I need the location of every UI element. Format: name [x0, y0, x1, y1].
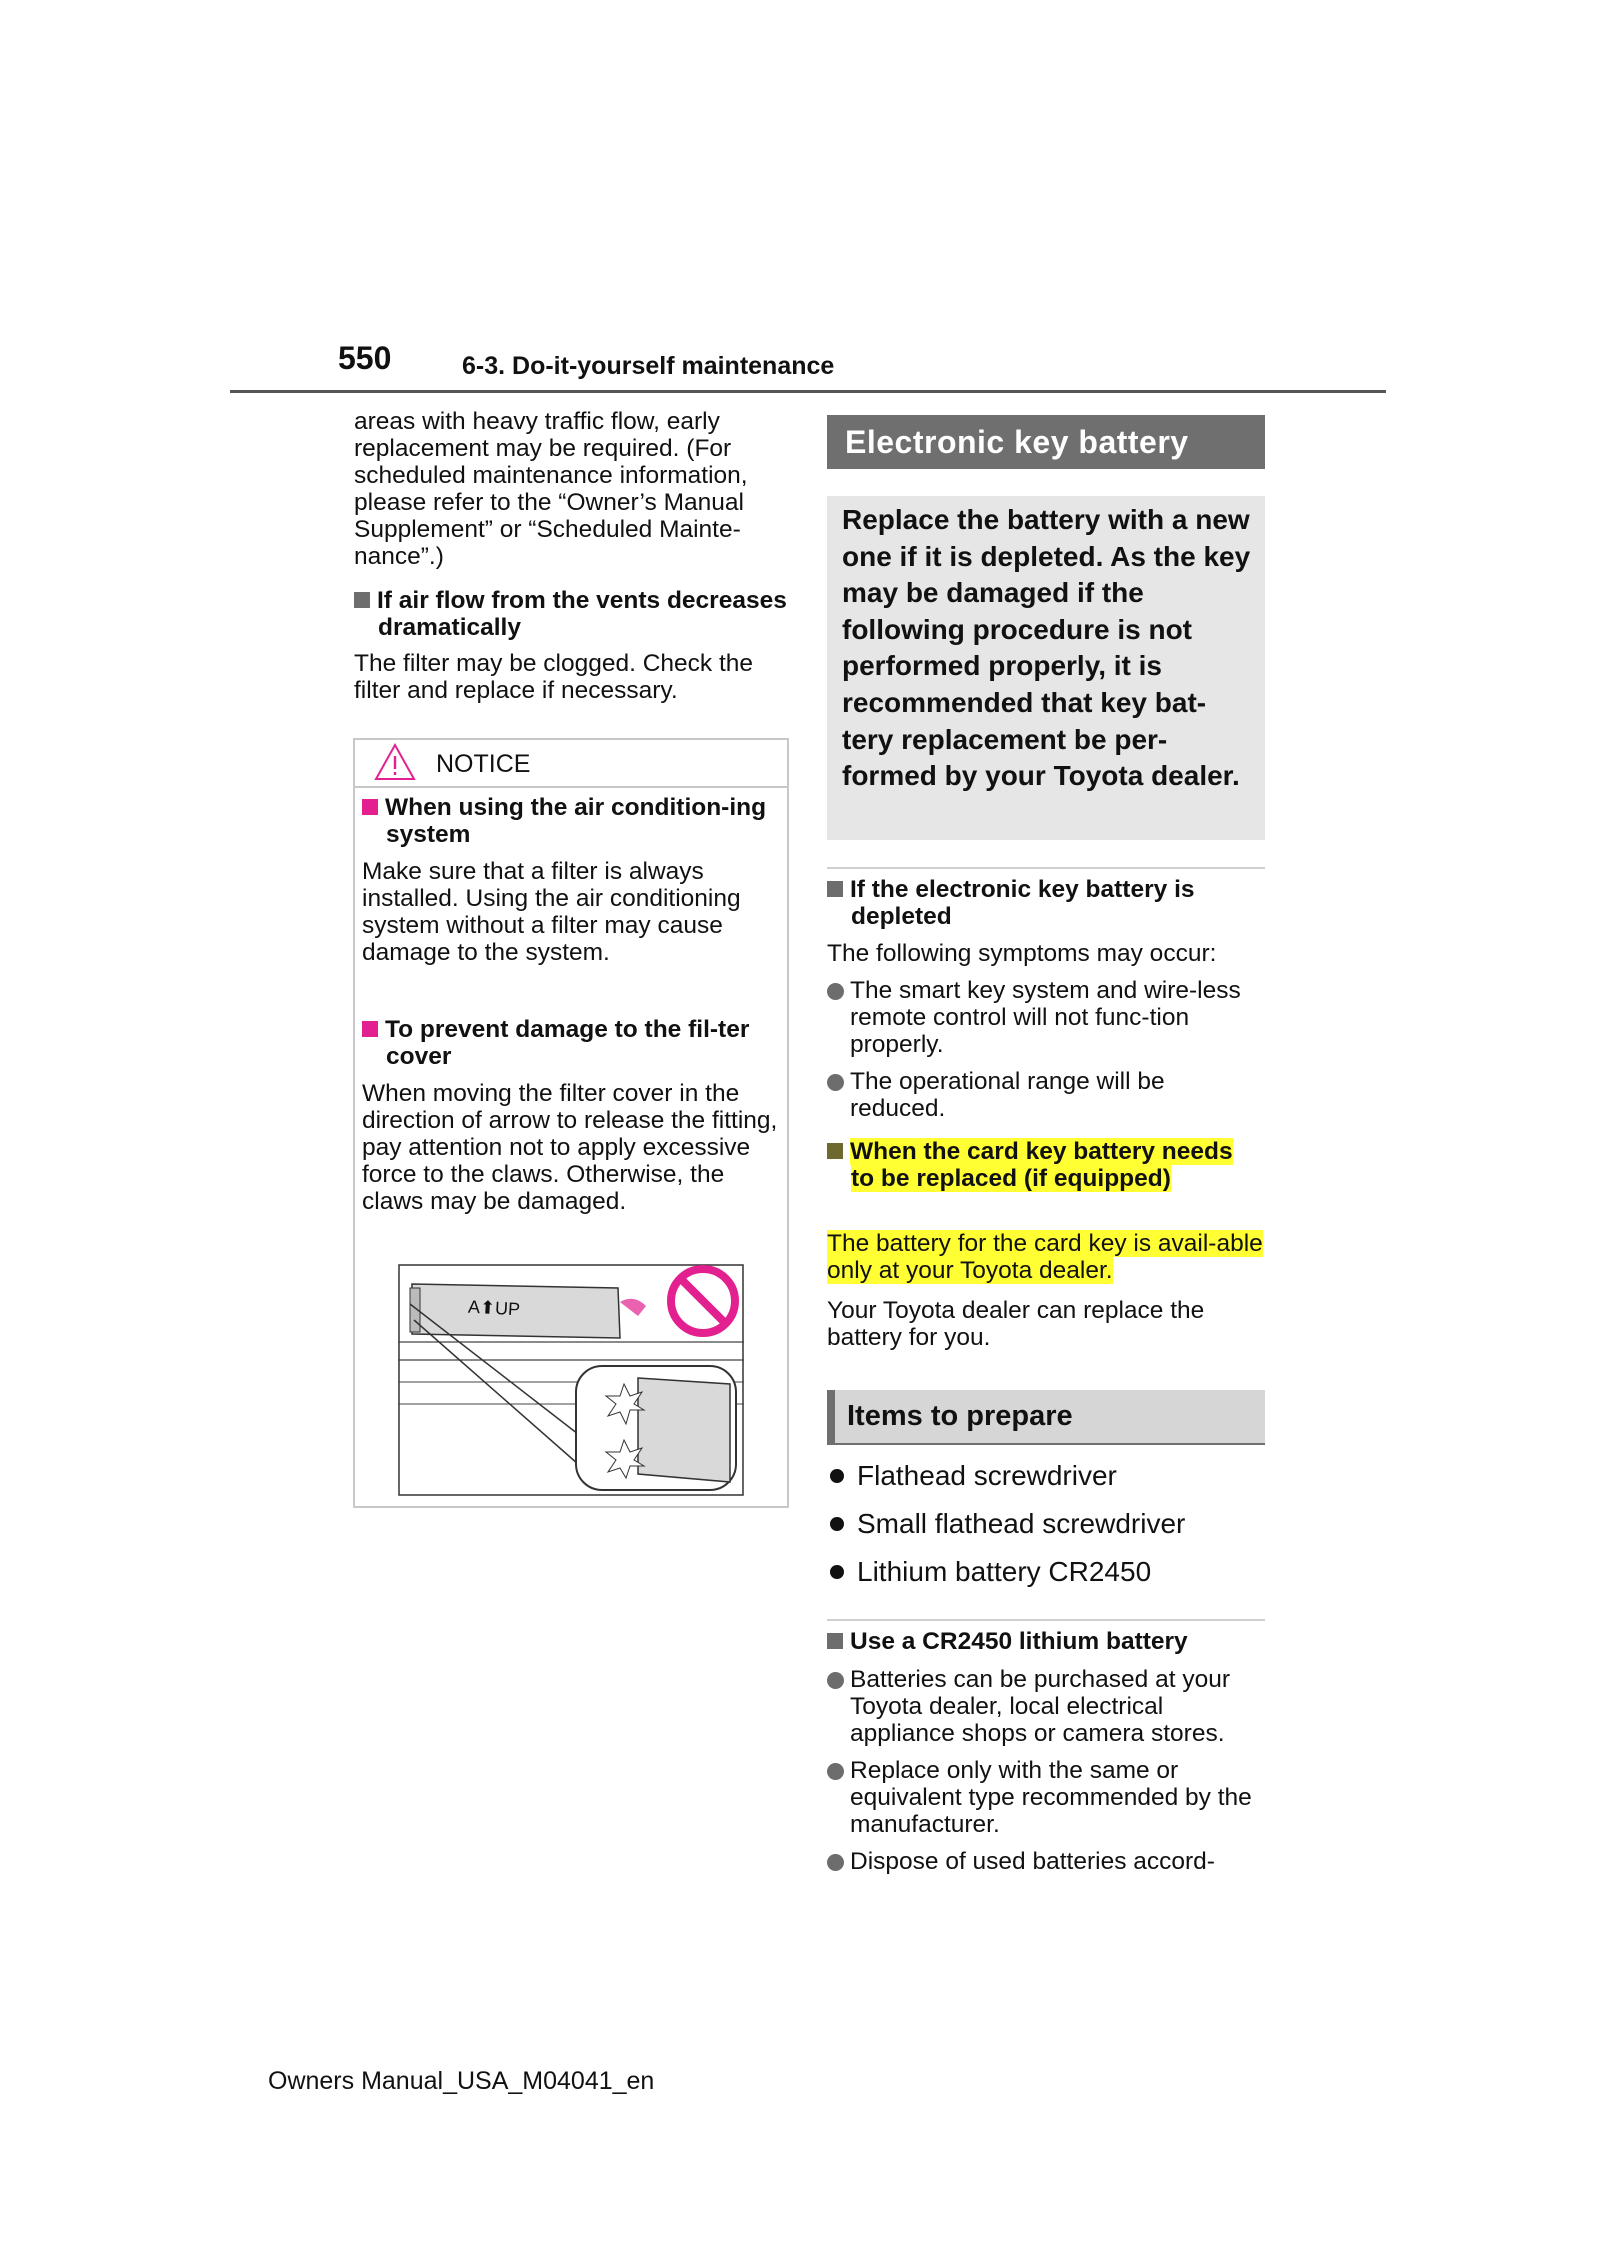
notice-paragraph-cover: When moving the filter cover in the direction of arrow to release the fitting, pay attention not to apply excessive force to the claws. Otherwise, the claws may be damaged. [362, 1080, 778, 1215]
magenta-square-icon [362, 1021, 378, 1037]
list-item [827, 1548, 1265, 1596]
depleted-text: The following symptoms may occur: [827, 940, 1217, 967]
list-item-text: Lithium battery CR2450 [857, 1556, 1152, 1587]
electronic-key-battery-bar [827, 415, 1265, 469]
square-bullet-icon [354, 592, 370, 608]
square-bullet-icon [827, 1633, 843, 1649]
notice-divider [355, 786, 787, 788]
notice-paragraph-ac: Make sure that a filter is always installed. Using the air conditioning system without a filter may cause damage to the system. [362, 858, 741, 966]
notice-label: NOTICE [436, 750, 531, 778]
airflow-heading [354, 587, 814, 641]
airflow-paragraph: The filter may be clogged. Check the filter and replace if necessary. [354, 650, 754, 704]
illustration-up-label: A⬆UP [467, 1296, 521, 1320]
bullet-icon [827, 1854, 844, 1871]
cr2450-heading [827, 1628, 1289, 1655]
divider [827, 1619, 1265, 1621]
footer-doc-id: Owners Manual_USA_M04041_en [268, 2067, 655, 2095]
bullet-icon [830, 1469, 844, 1483]
warning-triangle-icon [373, 741, 417, 783]
list-item-text: Dispose of used batteries accord- [850, 1848, 1215, 1875]
list-item [827, 1068, 1265, 1122]
card-key-text-highlight: The battery for the card key is avail-able only at your Toyota dealer. [827, 1230, 1263, 1284]
magenta-square-icon [362, 799, 378, 815]
bullet-icon [830, 1565, 844, 1579]
list-item [827, 1848, 1265, 1875]
bullet-icon [827, 1074, 844, 1091]
intro-box-text: Replace the battery with a new one if it is depleted. As the key may be damaged if the following procedure is not performed properly, it is recommended that key bat-tery replacement be per-formed by your Toyota dealer. [842, 504, 1251, 792]
notice-heading-ac-text: When using the air condition-ing system [385, 794, 767, 848]
card-key-heading-text: When the card key battery needs to be replaced (if equipped) [850, 1138, 1233, 1192]
card-key-text [827, 1230, 1265, 1284]
list-item [827, 1452, 1265, 1500]
items-to-prepare-title: Items to prepare [847, 1400, 1073, 1432]
depleted-heading-text: If the electronic key battery is depleted [850, 876, 1195, 930]
intro-box [827, 496, 1265, 840]
list-item [827, 977, 1265, 1058]
bullet-icon [827, 1672, 844, 1689]
airflow-heading-text: If air flow from the vents decreases dramatically [377, 587, 787, 641]
notice-heading-ac [362, 794, 806, 848]
depleted-bullet-list [827, 977, 1265, 1122]
items-to-prepare-bar [827, 1390, 1265, 1445]
depleted-heading [827, 876, 1289, 930]
filter-cover-illustration [398, 1264, 744, 1496]
notice-heading-cover [362, 1016, 806, 1070]
dealer-text: Your Toyota dealer can replace the battery for you. [827, 1297, 1205, 1351]
list-item-text: Batteries can be purchased at your Toyota dealer, local electrical appliance shops or camera stores. [850, 1666, 1230, 1747]
bullet-icon [827, 1763, 844, 1780]
intro-paragraph: areas with heavy traffic flow, early replacement may be required. (For scheduled maintenance information, please refer to the “Owner’s Manual Supplement” or “Scheduled Mainte-nance”.) [354, 408, 748, 570]
list-item-text: The operational range will be reduced. [850, 1068, 1165, 1122]
notice-heading-cover-text: To prevent damage to the fil-ter cover [385, 1016, 750, 1070]
items-list [827, 1452, 1265, 1596]
list-item [827, 1666, 1265, 1747]
list-item [827, 1757, 1265, 1838]
cr2450-heading-text: Use a CR2450 lithium battery [850, 1628, 1188, 1655]
list-item-text: Flathead screwdriver [857, 1460, 1117, 1491]
page-number: 550 [338, 340, 392, 376]
list-item [827, 1500, 1265, 1548]
divider [827, 867, 1265, 869]
section-title: 6-3. Do-it-yourself maintenance [462, 352, 835, 380]
electronic-key-battery-title: Electronic key battery [845, 424, 1189, 460]
bullet-icon [827, 983, 844, 1000]
list-item-text: The smart key system and wire-less remote control will not func-tion properly. [850, 977, 1241, 1058]
header-rule [230, 390, 1386, 393]
card-key-heading [827, 1138, 1251, 1192]
bullet-icon [830, 1517, 844, 1531]
square-bullet-icon [827, 1143, 843, 1159]
square-bullet-icon [827, 881, 843, 897]
list-item-text: Replace only with the same or equivalent type recommended by the manufacturer. [850, 1757, 1252, 1838]
cr2450-bullet-list [827, 1666, 1265, 1875]
list-item-text: Small flathead screwdriver [857, 1508, 1186, 1539]
